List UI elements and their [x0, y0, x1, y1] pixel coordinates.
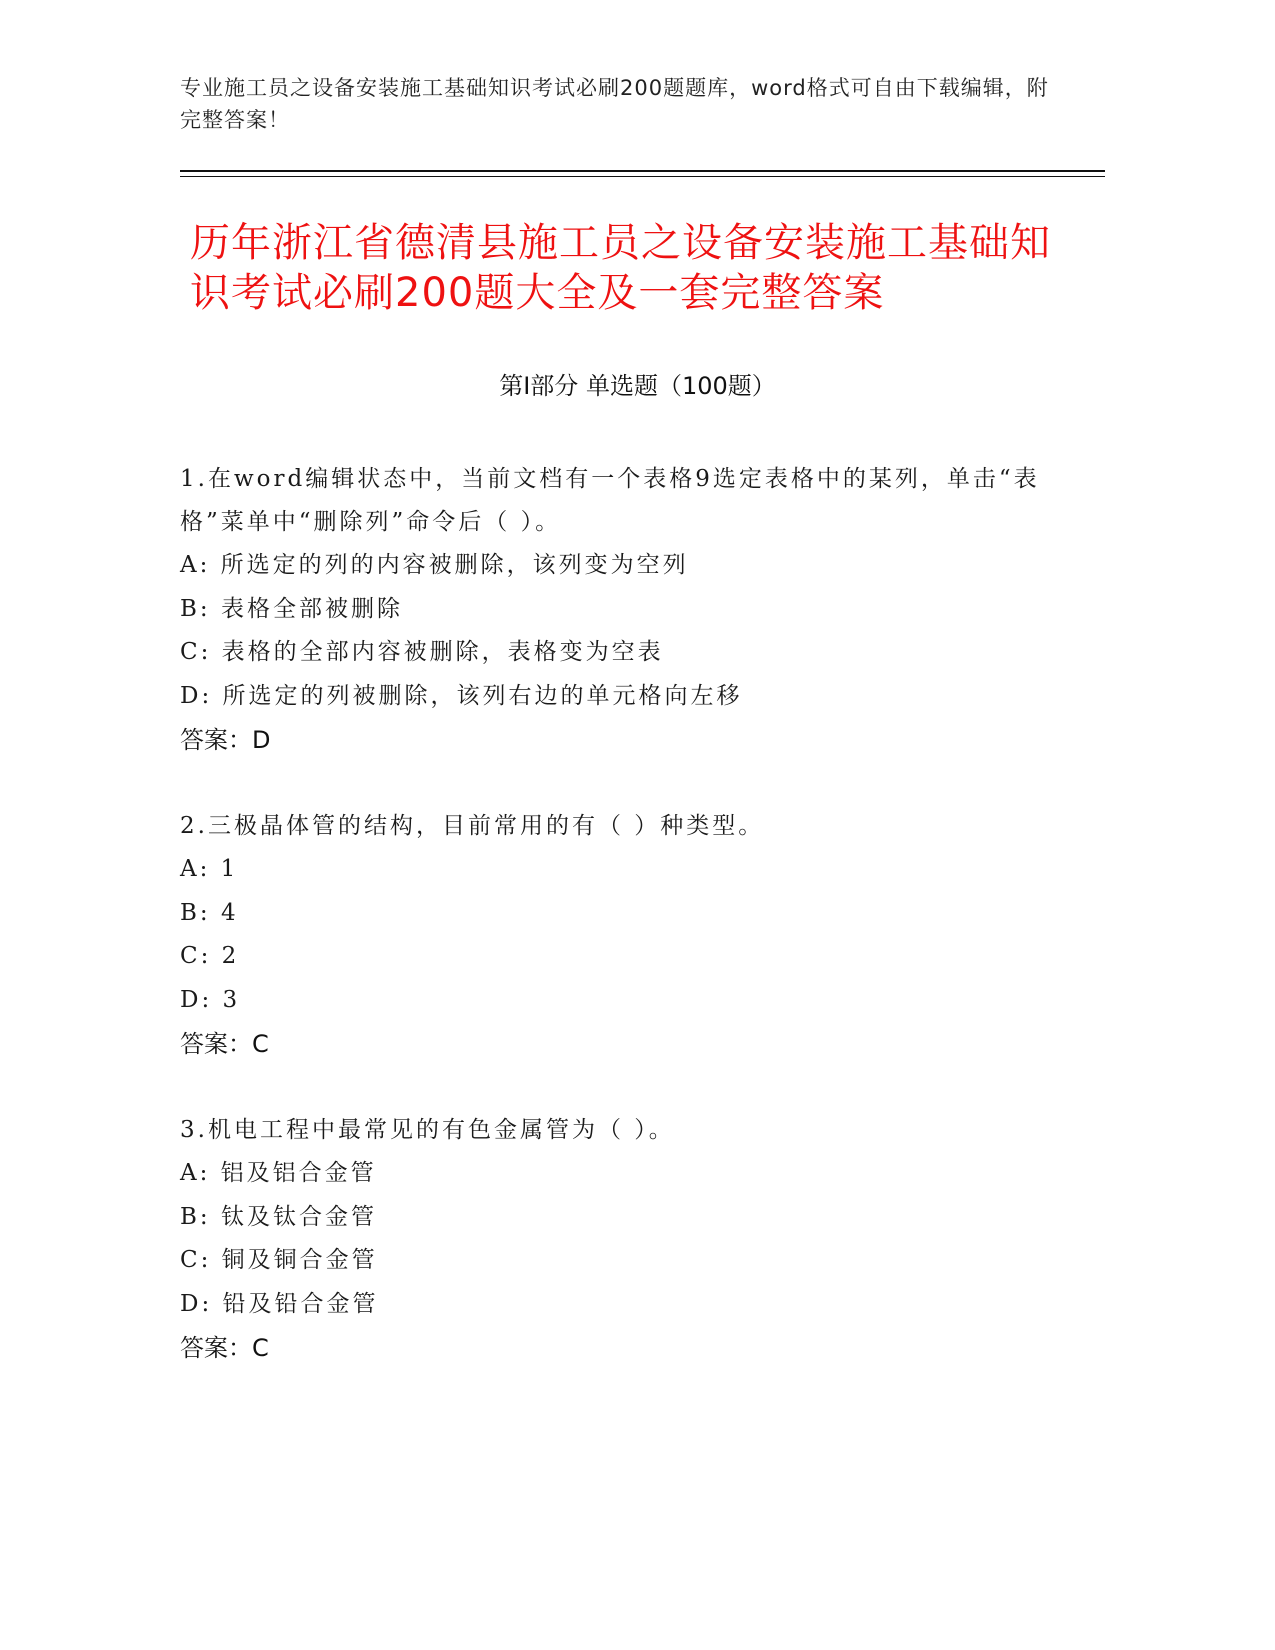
- option-b: B: 钛及钛合金管: [180, 1203, 377, 1230]
- question-item: [180, 458, 1040, 762]
- option-d: D: 3: [180, 986, 241, 1013]
- option-b: B: 4: [180, 899, 239, 926]
- answer-label: 答案：C: [180, 1030, 269, 1058]
- question-stem: 2.三极晶体管的结构，目前常用的有（ ）种类型。: [180, 813, 765, 839]
- option-c: C: 2: [180, 943, 240, 969]
- section-title: 第Ⅰ部分 单选题（100题）: [499, 372, 776, 400]
- option-a: A: 所选定的列的内容被删除，该列变为空列: [180, 552, 689, 578]
- question-item: [180, 1109, 1040, 1370]
- header-divider-thin: [180, 176, 1105, 177]
- answer-label: 答案：D: [180, 726, 271, 754]
- option-c: C: 铜及铜合金管: [180, 1247, 378, 1273]
- document-title: 历年浙江省德清县施工员之设备安装施工基础知识考试必刷200题大全及一套完整答案: [190, 220, 1051, 316]
- option-c: C: 表格的全部内容被删除，表格变为空表: [180, 639, 664, 665]
- question-stem: 3.机电工程中最常见的有色金属管为（ ）。: [180, 1117, 675, 1143]
- question-list: [180, 458, 1040, 1413]
- question-item: [180, 805, 1040, 1066]
- question-stem: 1.在word编辑状态中，当前文档有一个表格9选定表格中的某列，单击“表格”菜单中“删除列”命令后（ ）。: [180, 466, 1040, 535]
- option-a: A: 1: [180, 856, 239, 882]
- header-note: 专业施工员之设备安装施工基础知识考试必刷200题题库，word格式可自由下载编辑，附完整答案！: [180, 76, 1049, 132]
- option-d: D: 所选定的列被删除，该列右边的单元格向左移: [180, 682, 743, 709]
- option-d: D: 铅及铅合金管: [180, 1290, 379, 1317]
- answer-label: 答案：C: [180, 1334, 269, 1362]
- option-b: B: 表格全部被删除: [180, 595, 403, 622]
- option-a: A: 铝及铝合金管: [180, 1160, 377, 1186]
- header-divider-thick: [180, 170, 1105, 172]
